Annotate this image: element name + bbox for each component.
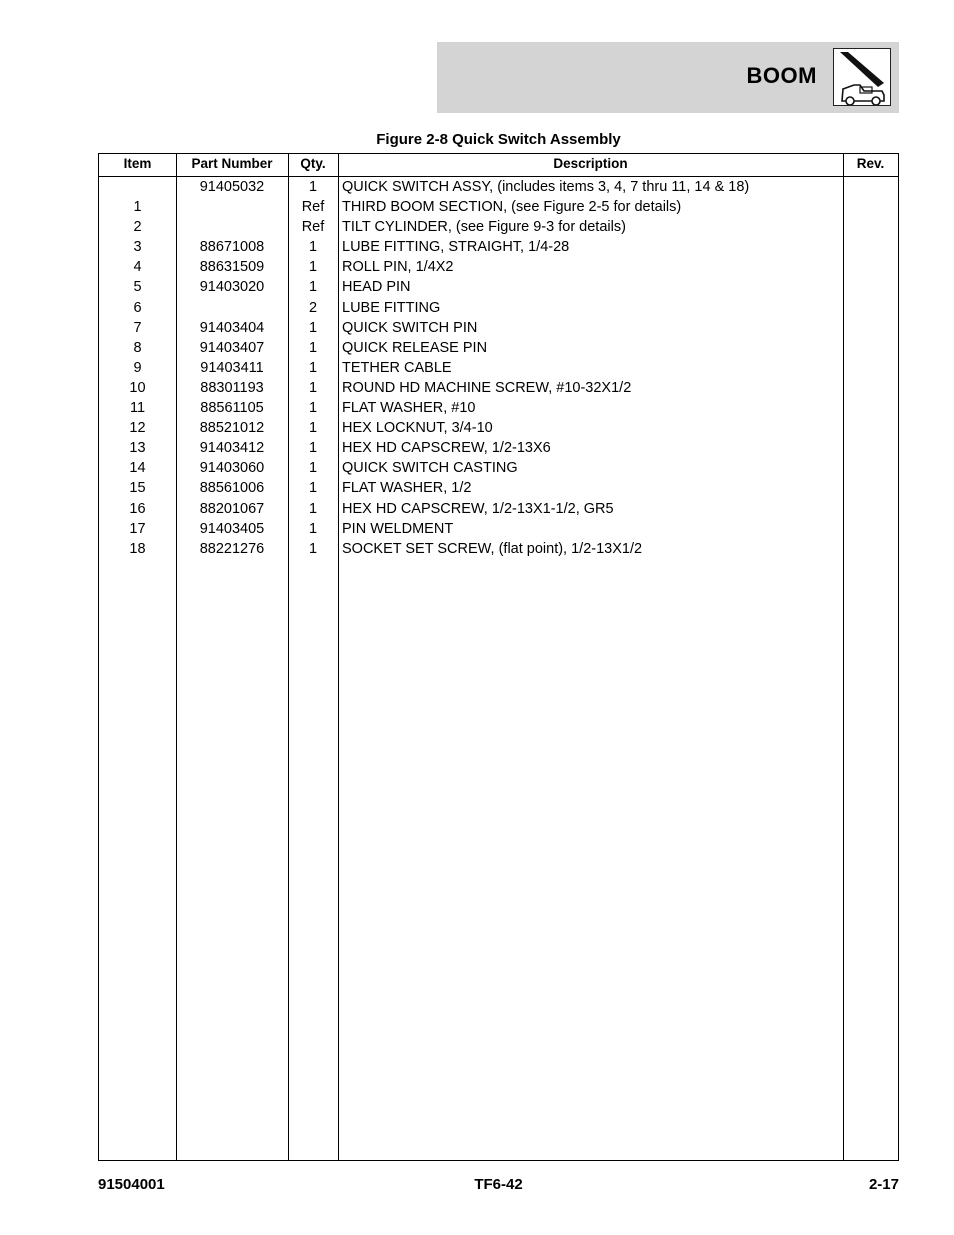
row-quantity: 1 — [308, 319, 318, 336]
row-part-number: 88301193 — [200, 379, 264, 396]
page-number: 2-17 — [868, 1176, 899, 1193]
row-item-number: 17 — [129, 520, 146, 537]
row-item-number: 9 — [133, 359, 142, 376]
table-row — [99, 298, 898, 318]
row-part-number: 91405032 — [199, 179, 265, 195]
table-row — [99, 499, 898, 519]
row-description: FLAT WASHER, 1/2 — [342, 480, 472, 497]
row-item-number: 2 — [133, 219, 142, 236]
table-row — [99, 358, 898, 378]
row-description: HEAD PIN — [342, 279, 411, 296]
table-row — [99, 338, 898, 358]
row-description: LUBE FITTING, STRAIGHT, 1/4-28 — [342, 239, 570, 256]
model-number: TF6-42 — [474, 1176, 523, 1193]
table-row — [99, 478, 898, 498]
row-part-number: 91403412 — [199, 440, 265, 457]
row-quantity: 1 — [308, 540, 318, 557]
row-quantity: 1 — [308, 259, 318, 276]
row-description: ROLL PIN, 1/4X2 — [342, 259, 454, 276]
row-part-number: 91403060 — [199, 460, 265, 477]
row-part-number: 88561105 — [200, 400, 264, 417]
row-item-number: 8 — [133, 339, 142, 356]
row-description: TILT CYLINDER, (see Figure 9-3 for details) — [342, 219, 626, 236]
table-row — [99, 519, 898, 539]
document-number: 91504001 — [98, 1176, 165, 1193]
row-quantity: 2 — [308, 299, 318, 316]
row-item-number: 15 — [129, 480, 146, 497]
table-row — [99, 237, 898, 257]
row-description: HEX LOCKNUT, 3/4-10 — [342, 420, 493, 437]
row-quantity: 1 — [308, 179, 318, 195]
row-quantity: Ref — [301, 199, 325, 216]
parts-table — [98, 153, 899, 1161]
row-item-number: 14 — [129, 460, 146, 477]
section-title: BOOM — [746, 63, 817, 88]
row-item-number: 5 — [133, 279, 142, 296]
table-row — [99, 217, 898, 237]
row-part-number: 88521012 — [199, 420, 265, 437]
row-quantity: 1 — [308, 279, 318, 296]
row-part-number: 91403404 — [199, 319, 265, 336]
row-item-number: 13 — [129, 440, 146, 457]
row-description: QUICK SWITCH PIN — [342, 319, 478, 336]
table-row — [99, 277, 898, 297]
telehandler-boom-icon — [833, 48, 891, 106]
row-part-number: 88561006 — [199, 480, 265, 497]
column-header-description: Description — [553, 156, 628, 171]
row-description: SOCKET SET SCREW, (flat point), 1/2-13X1/2 — [342, 540, 643, 557]
table-row — [99, 539, 898, 559]
row-item-number: 1 — [133, 199, 142, 216]
row-item-number: 4 — [133, 259, 142, 276]
table-row — [99, 378, 898, 398]
table-body — [99, 176, 898, 559]
row-quantity: 1 — [308, 460, 318, 477]
row-quantity: 1 — [308, 500, 318, 517]
row-description: QUICK SWITCH ASSY, (includes items 3, 4, 7 thru 11, 14 & 18) — [342, 179, 750, 195]
row-item-number: 10 — [129, 379, 146, 396]
row-quantity: 1 — [308, 339, 318, 356]
row-part-number: 91403020 — [199, 279, 265, 296]
row-description: PIN WELDMENT — [342, 520, 454, 537]
row-quantity: 1 — [308, 359, 318, 376]
row-description: HEX HD CAPSCREW, 1/2-13X6 — [342, 440, 551, 457]
row-description: QUICK SWITCH CASTING — [342, 460, 518, 477]
column-header-qty: Qty. — [300, 156, 326, 171]
row-part-number: 88221276 — [199, 540, 265, 557]
row-item-number: 3 — [133, 239, 142, 256]
column-header-item: Item — [123, 156, 152, 171]
table-row — [99, 257, 898, 277]
column-header-part-number: Part Number — [191, 156, 273, 171]
row-part-number: 88671008 — [199, 239, 265, 256]
row-quantity: 1 — [308, 379, 318, 396]
row-quantity: 1 — [308, 420, 318, 437]
row-quantity: 1 — [308, 480, 318, 497]
row-item-number: 11 — [129, 400, 146, 417]
row-item-number: 16 — [129, 500, 146, 517]
row-quantity: 1 — [308, 239, 318, 256]
table-row — [99, 177, 898, 197]
row-description: FLAT WASHER, #10 — [342, 400, 476, 417]
row-part-number: 88631509 — [199, 259, 265, 276]
table-row — [99, 458, 898, 478]
row-item-number: 12 — [129, 420, 146, 437]
row-quantity: 1 — [308, 520, 318, 537]
row-part-number: 91403405 — [199, 520, 265, 537]
row-quantity: Ref — [301, 219, 325, 236]
table-row — [99, 318, 898, 338]
row-part-number: 91403407 — [199, 339, 265, 356]
row-part-number: 91403411 — [200, 359, 264, 376]
row-item-number: 18 — [129, 540, 146, 557]
row-item-number: 7 — [133, 319, 142, 336]
row-description: TETHER CABLE — [342, 359, 452, 376]
row-quantity: 1 — [308, 440, 318, 457]
table-row — [99, 197, 898, 217]
table-row — [99, 418, 898, 438]
table-row — [99, 438, 898, 458]
row-quantity: 1 — [308, 400, 318, 417]
column-header-rev: Rev. — [856, 156, 885, 171]
row-description: LUBE FITTING — [342, 299, 441, 316]
row-part-number: 88201067 — [199, 500, 265, 517]
row-description: ROUND HD MACHINE SCREW, #10-32X1/2 — [342, 379, 632, 396]
row-description: HEX HD CAPSCREW, 1/2-13X1-1/2, GR5 — [342, 500, 614, 517]
row-item-number: 6 — [133, 299, 142, 316]
row-description: QUICK RELEASE PIN — [342, 339, 488, 356]
table-row — [99, 398, 898, 418]
figure-title: Figure 2-8 Quick Switch Assembly — [376, 131, 621, 148]
row-description: THIRD BOOM SECTION, (see Figure 2-5 for details) — [342, 199, 682, 216]
section-header — [437, 42, 899, 113]
